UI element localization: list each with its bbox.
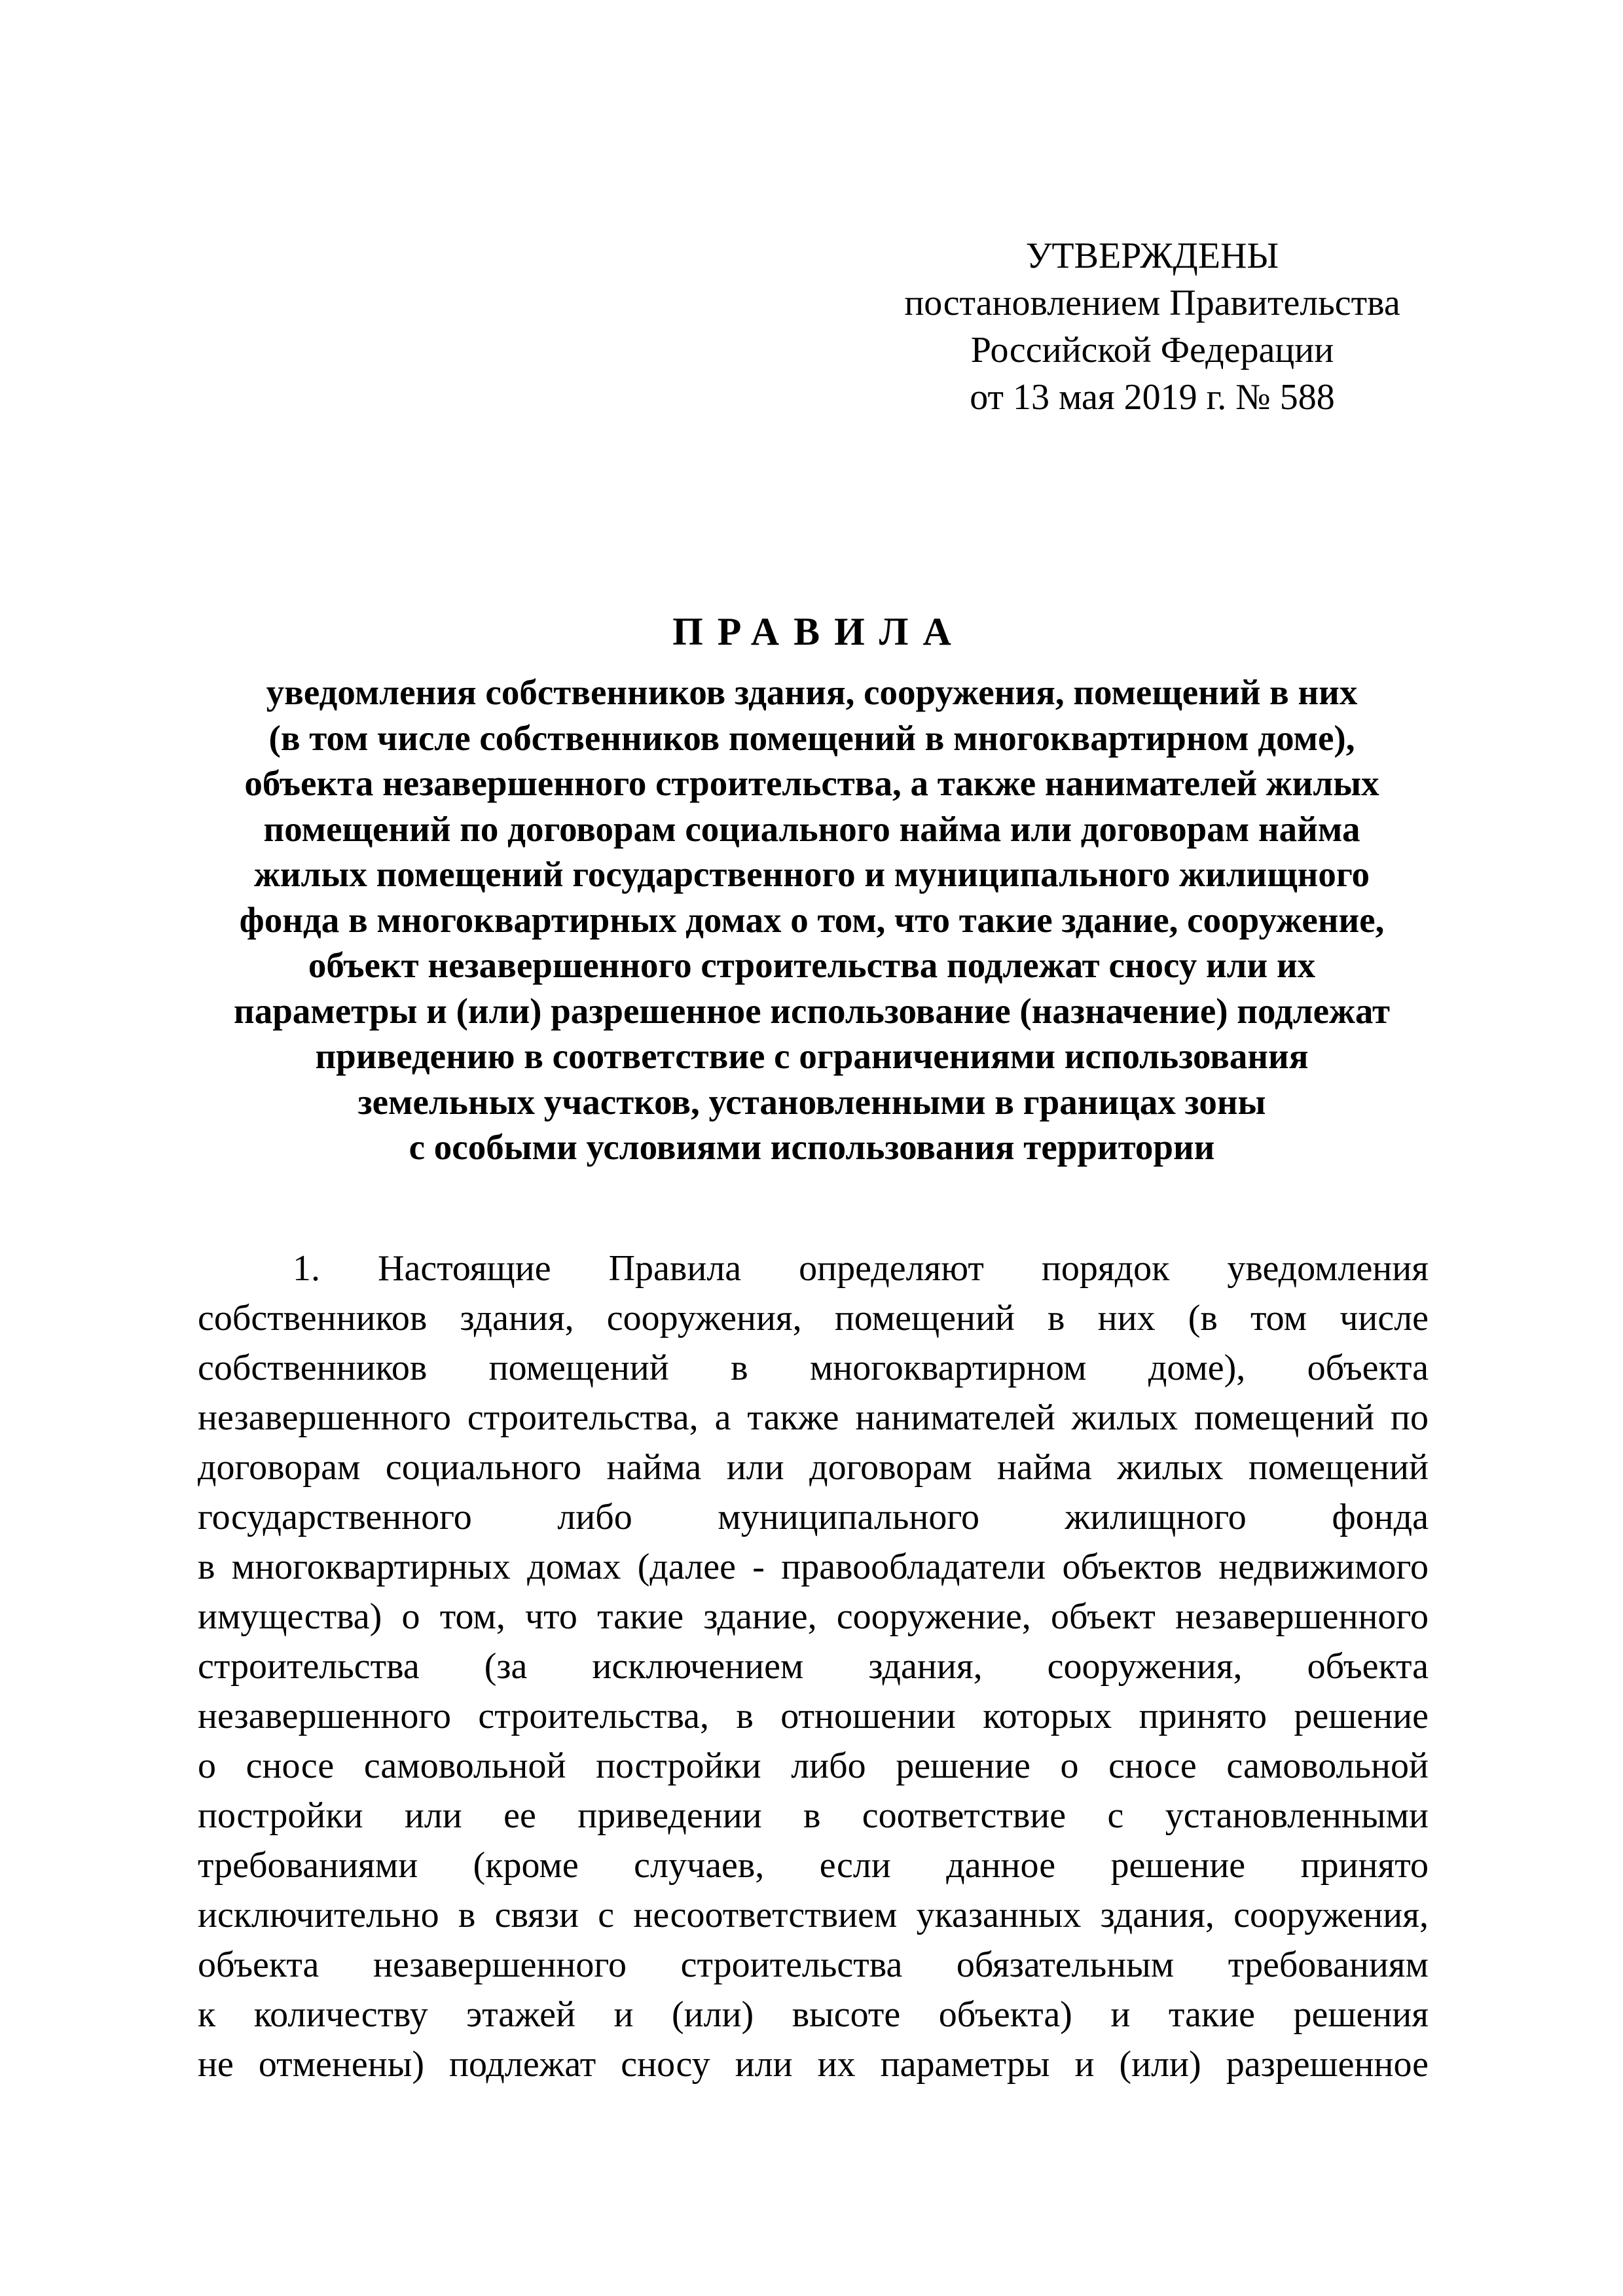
title-line: жилых помещений государственного и муниципального жилищного <box>254 854 1370 894</box>
approval-line: от 13 мая 2019 г. № 588 <box>970 377 1335 418</box>
title-line: помещений по договорам социального найма или договорам найма <box>263 808 1360 849</box>
title-line: объекта незавершенного строительства, а также нанимателей жилых <box>244 763 1379 803</box>
body-line: незавершенного строительства, а также нанимателей жилых помещений по <box>198 1397 1429 1438</box>
body-line: к количеству этажей и (или) высоте объекта) и такие решения <box>198 1994 1429 2035</box>
title-line: уведомления собственников здания, сооружения, помещений в них <box>266 672 1358 712</box>
approval-line: постановлением Правительства <box>904 283 1400 323</box>
title-line: объект незавершенного строительства подлежат сносу или их <box>308 945 1316 985</box>
body-line: строительства (за исключением здания, сооружения, объекта <box>198 1646 1429 1687</box>
approval-block <box>831 232 1473 421</box>
body-line: требованиями (кроме случаев, если данное решение принято <box>198 1845 1429 1886</box>
body-line: 1. Настоящие Правила определяют порядок уведомления <box>293 1248 1429 1289</box>
title-heading: ПРАВИЛА <box>672 610 966 653</box>
title-line: параметры и (или) разрешенное использование (назначение) подлежат <box>234 990 1390 1031</box>
approval-heading: УТВЕРЖДЕНЫ <box>1025 236 1279 276</box>
title-line: с особыми условиями использования территории <box>409 1127 1215 1167</box>
body-paragraph <box>198 1244 1429 2089</box>
approval-line: Российской Федерации <box>970 330 1334 370</box>
body-line: не отменены) подлежат сносу или их параметры и (или) разрешенное <box>198 2044 1429 2085</box>
title-line: земельных участков, установленными в границах зоны <box>357 1081 1266 1122</box>
body-line: собственников здания, сооружения, помещений в них (в том числе <box>198 1298 1429 1338</box>
body-line: постройки или ее приведении в соответствие с установленными <box>198 1795 1429 1836</box>
body-line: собственников помещений в многоквартирном доме), объекта <box>198 1348 1429 1388</box>
body-line: исключительно в связи с несоответствием указанных здания, сооружения, <box>198 1895 1429 1935</box>
body-line: незавершенного строительства, в отношении которых принято решение <box>198 1696 1429 1736</box>
body-line: договорам социального найма или договорам найма жилых помещений <box>198 1447 1429 1488</box>
body-line: о сносе самовольной постройки либо решение о сносе самовольной <box>198 1746 1429 1786</box>
document-title <box>190 605 1434 1170</box>
title-line: приведению в соответствие с ограничениями использования <box>315 1036 1309 1076</box>
title-line: фонда в многоквартирных домах о том, что такие здание, сооружение, <box>239 899 1385 940</box>
body-line: государственного либо муниципального жилищного фонда <box>198 1497 1429 1537</box>
body-line: в многоквартирных домах (далее - правообладатели объектов недвижимого <box>198 1547 1429 1587</box>
title-line: (в том числе собственников помещений в многоквартирном доме), <box>268 717 1355 758</box>
body-line: объекта незавершенного строительства обязательным требованиям <box>198 1945 1429 1985</box>
body-line: имущества) о том, что такие здание, сооружение, объект незавершенного <box>198 1596 1429 1637</box>
